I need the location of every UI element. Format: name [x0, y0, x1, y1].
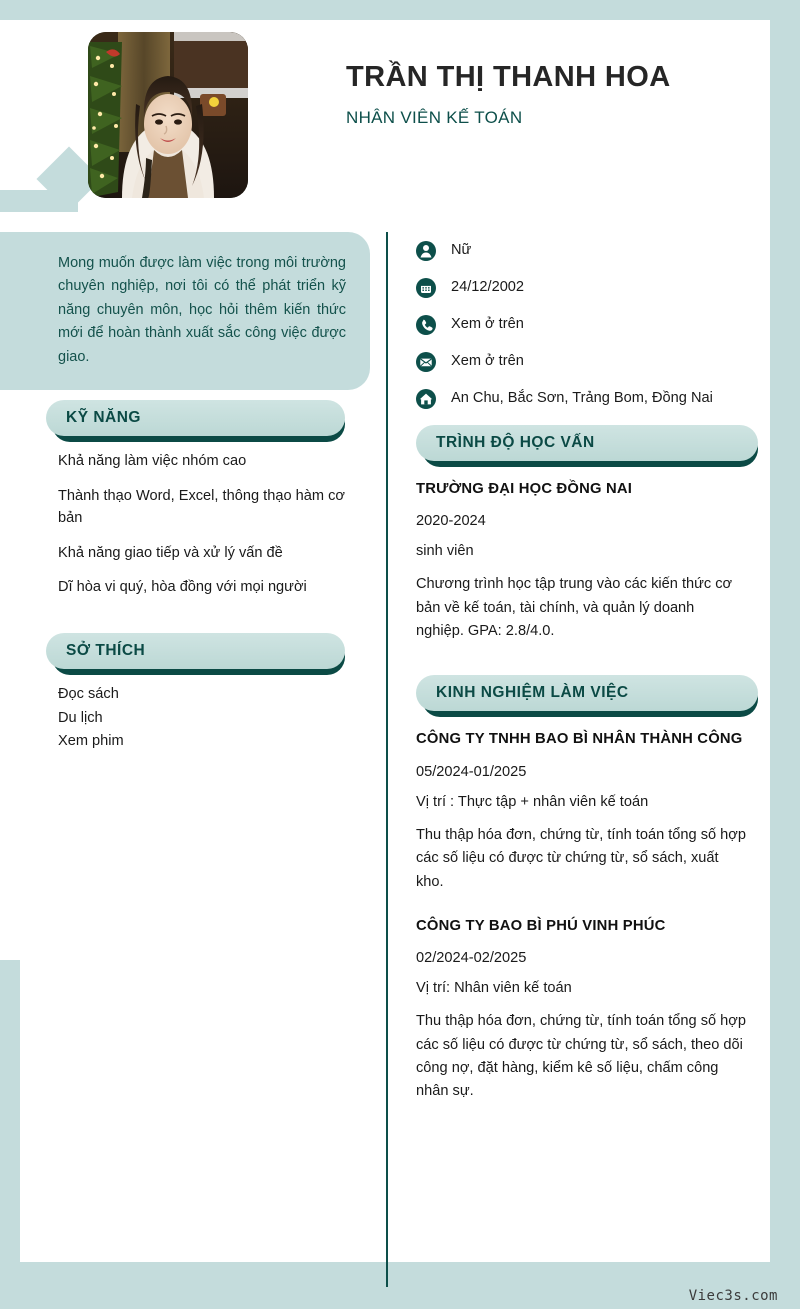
contact-value: Nữ	[451, 242, 472, 258]
bottom-teal-band	[0, 1262, 800, 1309]
hobbies-list	[0, 683, 385, 754]
watermark: Viec3s.com	[688, 1288, 778, 1304]
right-column	[388, 232, 770, 1126]
contact-value: Xem ở trên	[451, 316, 524, 332]
pill	[416, 425, 758, 461]
home-icon	[416, 389, 436, 409]
list-item: Xem phim	[58, 733, 124, 750]
section-header-education	[416, 425, 758, 461]
entry-title: TRƯỜNG ĐẠI HỌC ĐỒNG NAI	[416, 481, 633, 497]
experience-entry	[416, 916, 746, 1104]
list-item: Khả năng làm việc nhóm cao	[58, 453, 247, 469]
contact-row-address	[416, 388, 750, 409]
experience-entry	[416, 729, 746, 893]
education-heading: TRÌNH ĐỘ HỌC VẤN	[436, 434, 595, 451]
skills-heading: KỸ NĂNG	[66, 409, 141, 426]
section-header-hobbies	[46, 633, 345, 669]
contact-row-email	[416, 351, 750, 372]
spacer	[0, 611, 385, 633]
right-teal-strip	[770, 960, 800, 1262]
entry-title: CÔNG TY BAO BÌ PHÚ VINH PHÚC	[416, 917, 666, 934]
contact-list	[388, 232, 770, 409]
section-header-skills	[46, 400, 345, 436]
education-entry	[416, 479, 746, 643]
pill	[46, 633, 345, 669]
section-header-experience	[416, 675, 758, 711]
contact-value: Xem ở trên	[451, 353, 524, 369]
experience-heading: KINH NGHIỆM LÀM VIỆC	[436, 684, 629, 702]
list-item: Du lịch	[58, 709, 103, 726]
contact-row-phone	[416, 314, 750, 335]
hobbies-heading: SỞ THÍCH	[66, 642, 146, 660]
objective-box	[0, 232, 370, 390]
entry-date: 2020-2024	[416, 513, 486, 530]
entry-description: Thu thập hóa đơn, chứng từ, tính toán tổng số hợp các số liệu có được từ chứng từ, sổ sách, xuất kho.	[416, 826, 746, 890]
objective-text: Mong muốn được làm việc trong môi trường chuyên nghiệp, nơi tôi có thể phát triển kỹ năng chuyên môn, học hỏi thêm kiến thức mới để hoàn thành xuất sắc công việc được giao.	[58, 255, 346, 365]
entry-date: 05/2024-01/2025	[416, 763, 527, 780]
entry-role: Vị trí : Thực tập + nhân viên kế toán	[416, 793, 649, 810]
experience-list	[388, 725, 770, 1103]
spacer	[388, 665, 770, 675]
right-top-teal-strip	[770, 0, 800, 210]
candidate-name: TRẦN THỊ THANH HOA	[346, 61, 671, 93]
portrait-photo-icon	[88, 32, 248, 198]
entry-date: 02/2024-02/2025	[416, 950, 527, 967]
calendar-icon	[416, 278, 436, 298]
page-title	[346, 62, 766, 128]
candidate-role: NHÂN VIÊN KẾ TOÁN	[346, 107, 523, 127]
avatar	[88, 32, 248, 198]
entry-role: Vị trí: Nhân viên kế toán	[416, 980, 572, 997]
entry-title: CÔNG TY TNHH BAO BÌ NHÂN THÀNH CÔNG	[416, 731, 743, 748]
contact-value: An Chu, Bắc Sơn, Trảng Bom, Đồng Nai	[451, 390, 713, 406]
pill	[46, 400, 345, 436]
phone-icon	[416, 315, 436, 335]
contact-row-gender	[416, 240, 750, 261]
list-item: Đọc sách	[58, 686, 119, 703]
skills-list	[0, 450, 385, 599]
list-item: Dĩ hòa vi quý, hòa đồng với mọi người	[58, 579, 307, 596]
education-list	[388, 475, 770, 643]
pill	[416, 675, 758, 711]
entry-description: Thu thập hóa đơn, chứng từ, tính toán tổng số hợp các số liệu có được từ chứng từ, sổ sách, theo dõi công nợ, đặt hàng, kiểm kê số liệu, chấm công nhân sự.	[416, 1013, 746, 1100]
list-item: Thành thạo Word, Excel, thông thạo hàm cơ bản	[58, 487, 345, 527]
list-item: Khả năng giao tiếp và xử lý vấn đề	[58, 544, 283, 561]
left-teal-strip	[0, 960, 20, 1262]
left-column	[0, 400, 385, 754]
person-icon	[416, 241, 436, 261]
contact-row-birthday	[416, 277, 750, 298]
contact-value: 24/12/2002	[451, 279, 525, 295]
entry-role: sinh viên	[416, 543, 474, 560]
email-icon	[416, 352, 436, 372]
entry-description: Chương trình học tập trung vào các kiến thức cơ bản về kế toán, tài chính, và quản lý doanh nghiệp. GPA: 2.8/4.0.	[416, 576, 733, 640]
